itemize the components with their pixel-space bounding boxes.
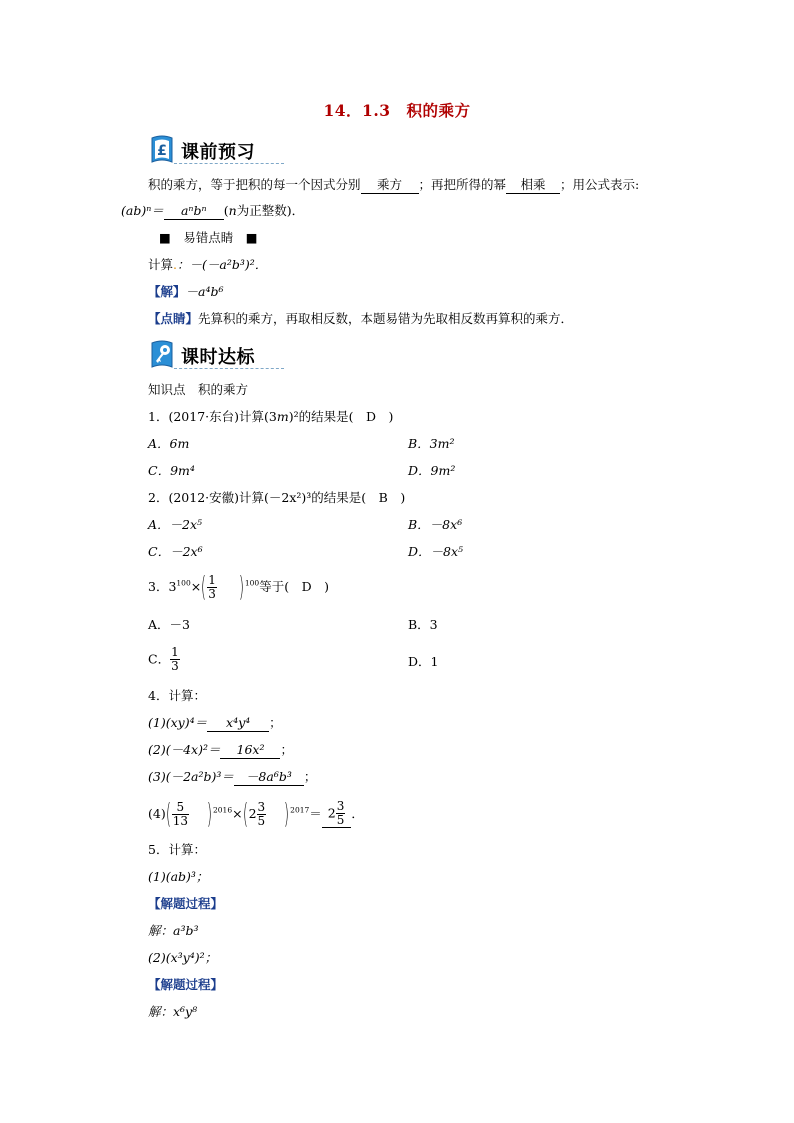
text: m xyxy=(276,409,289,424)
text: 3．3 xyxy=(148,579,177,594)
text: 2 xyxy=(248,806,257,821)
section-heading: 课时达标 xyxy=(181,347,255,368)
section-heading: 课前预习 xyxy=(181,142,255,163)
formula-line xyxy=(121,203,304,220)
exponent: 100 xyxy=(176,578,191,588)
text: ；用公式表示: xyxy=(560,177,640,192)
option-d[interactable]: D．9m² xyxy=(408,463,456,478)
numerator: 3 xyxy=(336,799,345,813)
q5-part-2: (2)(x³y⁴)²； xyxy=(148,950,218,965)
banner-divider xyxy=(174,163,284,164)
text: (3)(－2a²b)³＝ xyxy=(148,769,234,784)
option-a[interactable]: A．－2x⁵ xyxy=(148,517,203,532)
text: (1)(xy)⁴＝ xyxy=(148,715,208,730)
definition-line xyxy=(148,177,639,194)
solution-tag: 【解题过程】 xyxy=(148,977,224,992)
solution-tag: 【解题过程】 xyxy=(148,896,224,911)
section-banner-preview xyxy=(148,134,288,168)
denominator: 13 xyxy=(172,813,188,828)
right-paren: ) xyxy=(207,797,212,830)
denominator: 3 xyxy=(208,586,216,601)
option-c[interactable] xyxy=(148,646,180,673)
option-b[interactable]: B．3 xyxy=(408,617,438,632)
right-paren: ) xyxy=(284,797,290,830)
answer-blank: 乘方 xyxy=(361,177,419,194)
q4-part-4 xyxy=(148,797,364,834)
text: ． xyxy=(351,806,364,821)
q5-part-1: (1)(ab)³； xyxy=(148,869,209,884)
error-prone-header: ■ 易错点睛 ■ xyxy=(159,230,258,245)
q4-part-2 xyxy=(148,742,293,759)
text: (4) xyxy=(148,806,166,821)
left-paren: ( xyxy=(165,797,171,830)
denominator: 5 xyxy=(336,813,345,827)
formula-lhs: (ab)ⁿ＝ xyxy=(121,203,164,218)
option-d[interactable]: D．－8x⁵ xyxy=(408,544,464,559)
text: 1．(2017·东台)计算(3 xyxy=(148,409,277,424)
right-paren: ) xyxy=(238,570,244,603)
page-title: 14．1.3 积的乘方 xyxy=(323,101,471,120)
answer-blank: aⁿbⁿ xyxy=(164,203,224,220)
text: 2 xyxy=(327,805,336,821)
text: ：－(－a²b³)²． xyxy=(177,257,268,272)
answer-blank: 相乘 xyxy=(506,177,560,194)
text: × xyxy=(232,806,243,821)
numerator: 1 xyxy=(208,572,216,587)
exponent: 100 xyxy=(244,578,260,588)
answer-blank: x⁴y⁴ xyxy=(207,715,269,732)
calc-line xyxy=(148,257,267,273)
banner-divider xyxy=(174,368,284,369)
text: ； xyxy=(269,715,282,730)
note-line xyxy=(148,311,573,327)
option-c[interactable]: C．9m⁴ xyxy=(148,463,195,478)
question-2: 2．(2012·安徽)计算(－2x²)³的结果是( B ) xyxy=(148,490,406,505)
question-4: 4．计算： xyxy=(148,688,206,703)
fraction xyxy=(170,646,180,673)
denominator: 5 xyxy=(257,813,266,828)
answer-blank: 16x² xyxy=(220,742,280,759)
option-c[interactable]: C．－2x⁶ xyxy=(148,544,203,559)
text: 等于( D ) xyxy=(259,579,329,594)
text: 积的乘方，等于把积的每一个因式分别 xyxy=(148,177,361,192)
section-banner-practice xyxy=(148,339,288,373)
option-a[interactable]: A．6m xyxy=(148,436,190,451)
numerator: 5 xyxy=(176,799,185,814)
question-1 xyxy=(148,409,393,425)
text: ( xyxy=(223,203,229,218)
fraction xyxy=(336,800,346,827)
solution-1: 解：a³b³ xyxy=(148,923,199,938)
left-paren: ( xyxy=(242,797,248,830)
text: ＝ xyxy=(309,806,322,821)
text: n xyxy=(228,203,237,218)
solution-2: 解：x⁶y⁸ xyxy=(148,1004,198,1019)
numerator: 3 xyxy=(257,799,266,814)
text: ； xyxy=(280,742,293,757)
text: ；再把所得的幂 xyxy=(418,177,507,192)
text: × xyxy=(190,579,202,594)
fraction xyxy=(207,574,217,601)
exponent: 2017 xyxy=(290,805,310,815)
option-d[interactable]: D．1 xyxy=(408,654,439,669)
fraction xyxy=(257,801,267,828)
knowledge-point: 知识点 积的乘方 xyxy=(148,382,249,397)
question-3 xyxy=(148,570,329,605)
text: C． xyxy=(148,651,171,667)
option-b[interactable]: B．3m² xyxy=(408,436,455,451)
note-tag: 【点睛】 xyxy=(148,311,199,326)
option-b[interactable]: B．－8x⁶ xyxy=(408,517,463,532)
text: )²的结果是( D ) xyxy=(288,409,394,424)
note-text: 先算积的乘方，再取相反数，本题易错为先取相反数再算积的乘方． xyxy=(198,311,574,326)
question-5: 5．计算： xyxy=(148,842,206,857)
denominator: 3 xyxy=(171,659,179,673)
svg-text:£: £ xyxy=(157,143,167,159)
option-a[interactable]: A．－3 xyxy=(148,617,190,632)
answer-blank xyxy=(322,800,352,828)
key-icon xyxy=(148,339,176,371)
fraction xyxy=(172,801,189,828)
text: 为正整数)． xyxy=(236,203,305,218)
text: (2)(－4x)²＝ xyxy=(148,742,221,757)
q4-part-1 xyxy=(148,715,282,732)
numerator: 1 xyxy=(171,645,179,659)
answer-blank: －8a⁶b³ xyxy=(234,769,304,786)
text: 计算 xyxy=(148,257,174,272)
answer-value: －a⁴b⁶ xyxy=(185,284,224,299)
left-paren: ( xyxy=(201,570,207,603)
answer-line xyxy=(148,284,224,300)
text: ； xyxy=(303,769,317,784)
book-icon xyxy=(148,134,176,166)
exponent: 2016 xyxy=(213,805,233,815)
answer-tag: 【解】 xyxy=(148,284,186,299)
mark-dot: . xyxy=(173,257,177,272)
q4-part-3 xyxy=(148,769,316,786)
